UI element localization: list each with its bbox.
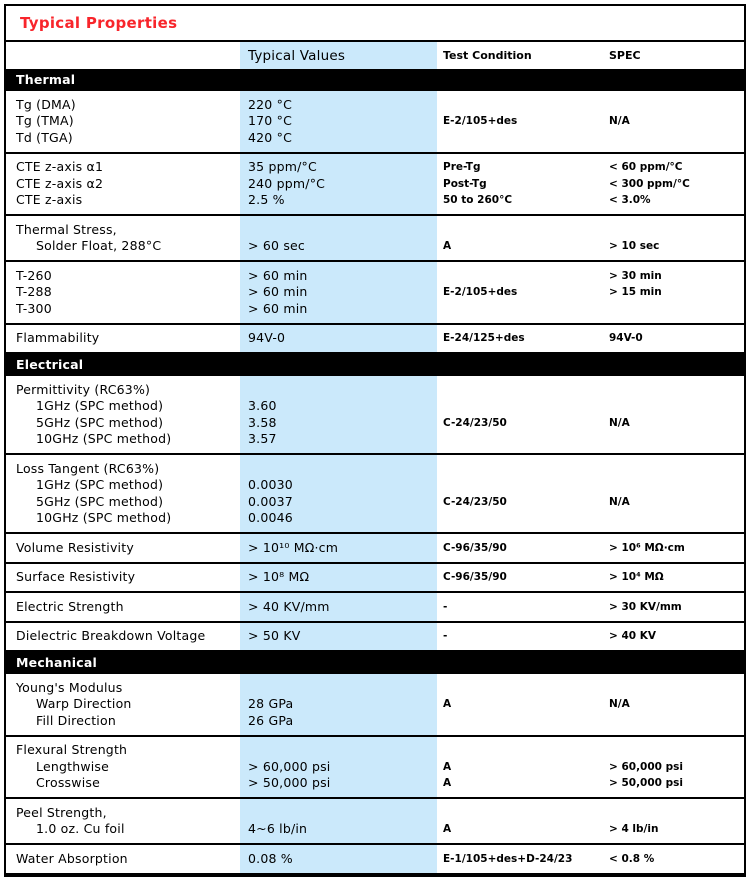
column-header-test-condition: Test Condition [443, 49, 532, 62]
table-row [6, 696, 744, 713]
property-group [6, 325, 744, 355]
typical-value-cell: 3.60 [248, 398, 277, 413]
typical-properties-table [4, 4, 746, 877]
typical-value-cell [240, 461, 437, 478]
column-header-property [6, 47, 240, 64]
typical-value-cell: > 60 min [248, 267, 308, 283]
table-row [6, 628, 744, 645]
spec-cell [605, 301, 744, 318]
table-row [6, 821, 744, 838]
test-condition-cell [437, 431, 605, 448]
spec-cell [605, 461, 744, 478]
table-row [6, 159, 744, 176]
test-condition-cell [437, 268, 605, 285]
spec-cell: N/A [609, 416, 630, 429]
spec-cell [605, 477, 744, 494]
property-cell: Lengthwise [36, 758, 110, 774]
table-row [6, 431, 744, 448]
typical-value-cell [240, 222, 437, 239]
typical-value-cell [240, 742, 437, 759]
property-group [6, 593, 744, 623]
property-cell: Young's Modulus [16, 679, 123, 695]
property-group [6, 845, 744, 875]
spec-cell: > 40 KV [609, 630, 656, 642]
spec-cell: > 15 min [609, 286, 662, 298]
typical-value-cell: 240 ppm/°C [248, 175, 326, 191]
test-condition-cell: C-24/23/50 [443, 495, 507, 508]
property-cell: Water Absorption [16, 850, 128, 866]
test-condition-cell [437, 510, 605, 527]
property-cell: Flexural Strength [16, 742, 128, 757]
spec-cell: > 30 min [609, 269, 662, 282]
typical-value-cell: 420 °C [248, 129, 293, 145]
section-header-electrical: Electrical [6, 354, 744, 376]
typical-value-cell: 3.58 [248, 414, 277, 430]
column-header-row [6, 42, 744, 69]
property-cell: Tg (DMA) [16, 96, 76, 112]
property-cell: 5GHz (SPC method) [36, 414, 164, 430]
table-row [6, 775, 744, 792]
property-cell: T-260 [16, 267, 52, 283]
property-cell: Tg (TMA) [16, 113, 74, 128]
typical-value-cell: 170 °C [248, 113, 293, 128]
table-title-row [6, 6, 744, 42]
table-row [6, 113, 744, 130]
test-condition-cell [437, 130, 605, 147]
typical-value-cell: 0.0046 [248, 510, 293, 525]
test-condition-cell: C-96/35/90 [443, 541, 507, 554]
typical-value-cell [240, 680, 437, 697]
test-condition-cell: E-24/125+des [443, 332, 525, 344]
property-cell: Surface Resistivity [16, 569, 136, 584]
table-row [6, 330, 744, 347]
test-condition-cell: A [443, 240, 452, 252]
spec-cell [605, 222, 744, 239]
property-group [6, 376, 744, 455]
spec-cell: > 10⁶ MΩ·cm [609, 541, 685, 554]
table-row [6, 382, 744, 399]
property-cell: CTE z-axis α1 [16, 159, 104, 174]
spec-cell: > 30 KV/mm [609, 600, 682, 613]
typical-value-cell: 35 ppm/°C [248, 159, 317, 174]
spec-cell: < 3.0% [609, 194, 651, 206]
typical-value-cell: > 40 KV/mm [248, 598, 330, 614]
property-group [6, 154, 744, 217]
typical-value-cell: 3.57 [248, 431, 277, 446]
typical-value-cell: > 10⁸ MΩ [248, 569, 310, 584]
spec-cell: < 300 ppm/°C [609, 177, 690, 190]
typical-value-cell: 0.08 % [248, 850, 293, 866]
test-condition-cell [437, 461, 605, 478]
test-condition-cell: - [443, 630, 448, 642]
test-condition-cell: E-2/105+des [443, 286, 518, 298]
typical-value-cell [240, 805, 437, 822]
property-cell: Td (TGA) [16, 129, 73, 145]
property-cell: 1GHz (SPC method) [36, 477, 164, 492]
typical-value-cell: 26 GPa [248, 712, 294, 728]
property-group [6, 737, 744, 800]
property-cell: Crosswise [36, 775, 100, 790]
property-group [6, 216, 744, 262]
table-body [6, 69, 744, 875]
test-condition-cell [437, 696, 605, 713]
table-row [6, 97, 744, 114]
test-condition-cell [437, 742, 605, 759]
property-cell: Peel Strength, [16, 804, 107, 820]
spec-cell [605, 742, 744, 759]
test-condition-cell [437, 301, 605, 318]
typical-value-cell: > 60,000 psi [248, 758, 331, 774]
typical-value-cell: 0.0030 [248, 477, 293, 492]
spec-cell: > 50,000 psi [609, 777, 683, 789]
table-row [6, 222, 744, 239]
test-condition-cell: C-96/35/90 [443, 571, 507, 583]
spec-cell [605, 398, 744, 415]
spec-cell: < 60 ppm/°C [609, 161, 683, 173]
table-row [6, 494, 744, 511]
table-row [6, 268, 744, 285]
property-cell: Volume Resistivity [16, 539, 134, 555]
spec-cell: > 10 sec [609, 240, 660, 252]
test-condition-cell [437, 805, 605, 822]
spec-cell: N/A [609, 698, 630, 711]
property-cell: Fill Direction [36, 712, 116, 728]
property-cell: 5GHz (SPC method) [36, 493, 164, 509]
table-row [6, 759, 744, 776]
test-condition-cell: Post-Tg [443, 177, 487, 190]
property-cell: 1GHz (SPC method) [36, 398, 164, 413]
property-cell: Loss Tangent (RC63%) [16, 460, 160, 476]
test-condition-cell: A [443, 760, 452, 773]
typical-value-cell: > 60 min [248, 300, 308, 316]
property-cell: CTE z-axis [16, 192, 83, 207]
typical-value-cell: 0.0037 [248, 493, 293, 509]
spec-cell: < 0.8 % [609, 852, 655, 865]
table-row [6, 192, 744, 209]
property-cell: 10GHz (SPC method) [36, 431, 172, 446]
table-row [6, 680, 744, 697]
typical-value-cell [240, 382, 437, 399]
test-condition-cell: C-24/23/50 [443, 416, 507, 429]
test-condition-cell [437, 222, 605, 239]
table-row [6, 130, 744, 147]
spec-cell [605, 97, 744, 114]
table-row [6, 569, 744, 586]
test-condition-cell: E-1/105+des+D-24/23 [443, 852, 573, 865]
property-group [6, 262, 744, 325]
spec-cell: N/A [609, 115, 630, 127]
table-row [6, 176, 744, 193]
table-row [6, 284, 744, 301]
test-condition-cell: - [443, 600, 448, 613]
property-cell: Dielectric Breakdown Voltage [16, 628, 206, 643]
typical-value-cell: > 50 KV [248, 628, 301, 643]
spec-cell: > 10⁴ MΩ [609, 571, 664, 583]
property-cell: T-288 [16, 284, 52, 299]
property-group [6, 623, 744, 653]
typical-value-cell: > 10¹⁰ MΩ·cm [248, 539, 339, 555]
table-row [6, 461, 744, 478]
typical-value-cell: 94V-0 [248, 330, 286, 345]
property-cell: Solder Float, 288°C [36, 238, 162, 253]
test-condition-cell [437, 713, 605, 730]
spec-cell: 94V-0 [609, 332, 643, 344]
table-row [6, 301, 744, 318]
table-row [6, 238, 744, 255]
table-row [6, 415, 744, 432]
property-group [6, 564, 744, 594]
table-row [6, 477, 744, 494]
property-group [6, 91, 744, 154]
test-condition-cell [437, 398, 605, 415]
property-group [6, 674, 744, 737]
property-cell: CTE z-axis α2 [16, 175, 104, 191]
table-row [6, 851, 744, 868]
property-group [6, 799, 744, 845]
test-condition-cell [437, 680, 605, 697]
spec-cell [605, 130, 744, 147]
spec-cell: > 60,000 psi [609, 760, 683, 773]
table-row [6, 510, 744, 527]
spec-cell [605, 510, 744, 527]
table-row [6, 398, 744, 415]
section-header-mechanical: Mechanical [6, 652, 744, 674]
test-condition-cell: Pre-Tg [443, 161, 481, 173]
property-cell: Electric Strength [16, 598, 124, 614]
property-cell: 10GHz (SPC method) [36, 510, 172, 525]
typical-value-cell: 4~6 lb/in [248, 821, 308, 836]
spec-cell: > 4 lb/in [609, 823, 659, 835]
spec-cell [605, 431, 744, 448]
spec-cell: N/A [609, 495, 630, 508]
typical-value-cell: 2.5 % [248, 192, 285, 207]
test-condition-cell [437, 382, 605, 399]
test-condition-cell [437, 477, 605, 494]
test-condition-cell: 50 to 260°C [443, 194, 513, 206]
table-row [6, 713, 744, 730]
column-header-typical-values: Typical Values [248, 47, 346, 64]
typical-value-cell: > 60 min [248, 284, 308, 299]
table-row [6, 742, 744, 759]
test-condition-cell: A [443, 777, 452, 789]
column-header-spec: SPEC [609, 49, 641, 62]
typical-value-cell: > 50,000 psi [248, 775, 331, 790]
table-row [6, 599, 744, 616]
property-cell: 1.0 oz. Cu foil [36, 821, 125, 836]
test-condition-cell: A [443, 823, 452, 835]
spec-cell [605, 805, 744, 822]
table-row [6, 540, 744, 557]
spec-cell [605, 382, 744, 399]
test-condition-cell [437, 97, 605, 114]
section-header-thermal: Thermal [6, 69, 744, 91]
test-condition-cell: A [443, 698, 452, 711]
property-cell: Thermal Stress, [16, 221, 117, 237]
typical-value-cell: > 60 sec [248, 238, 306, 253]
page-title: Typical Properties [20, 14, 178, 32]
property-cell: Warp Direction [36, 696, 132, 711]
test-condition-cell: E-2/105+des [443, 115, 518, 127]
typical-value-cell: 28 GPa [248, 696, 294, 711]
property-group [6, 534, 744, 564]
property-cell: T-300 [16, 300, 52, 316]
property-cell: Flammability [16, 330, 100, 345]
property-cell: Permittivity (RC63%) [16, 381, 151, 397]
property-group [6, 455, 744, 534]
table-row [6, 805, 744, 822]
typical-value-cell: 220 °C [248, 96, 293, 112]
